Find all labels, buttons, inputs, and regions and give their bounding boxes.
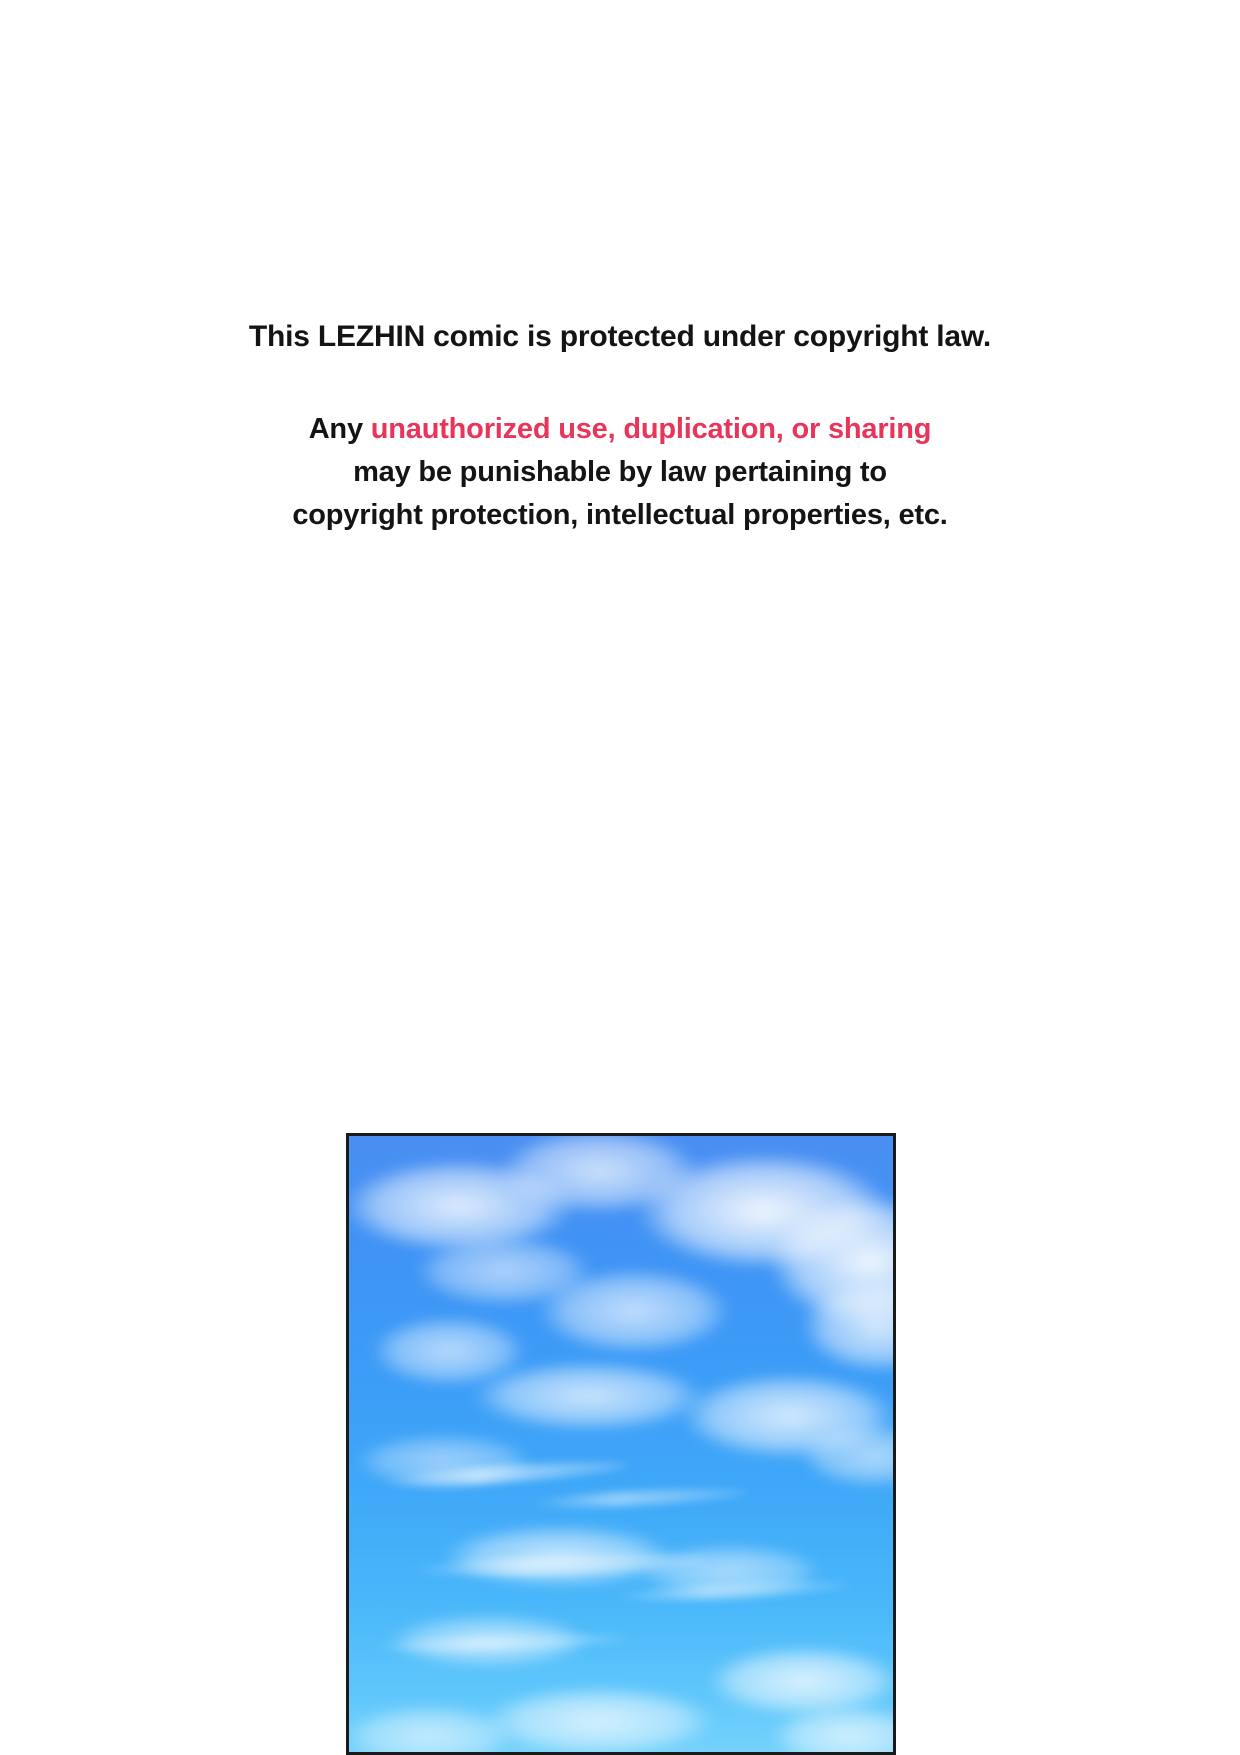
copyright-notice <box>0 318 1240 537</box>
copyright-notice-body-line3: copyright protection, intellectual properties, etc. <box>292 499 948 531</box>
copyright-notice-highlight: unauthorized use, duplication, or sharing <box>370 413 932 445</box>
copyright-notice-title: This LEZHIN comic is protected under copyright law. <box>248 320 992 353</box>
copyright-notice-body-line2: may be punishable by law pertaining to <box>353 456 887 488</box>
copyright-notice-body-line1 <box>0 408 1240 451</box>
comic-panel-sky <box>346 1133 896 1755</box>
copyright-notice-body <box>0 408 1240 537</box>
copyright-notice-body-prefix: Any <box>308 413 371 445</box>
comic-panel-container <box>346 1133 896 1755</box>
